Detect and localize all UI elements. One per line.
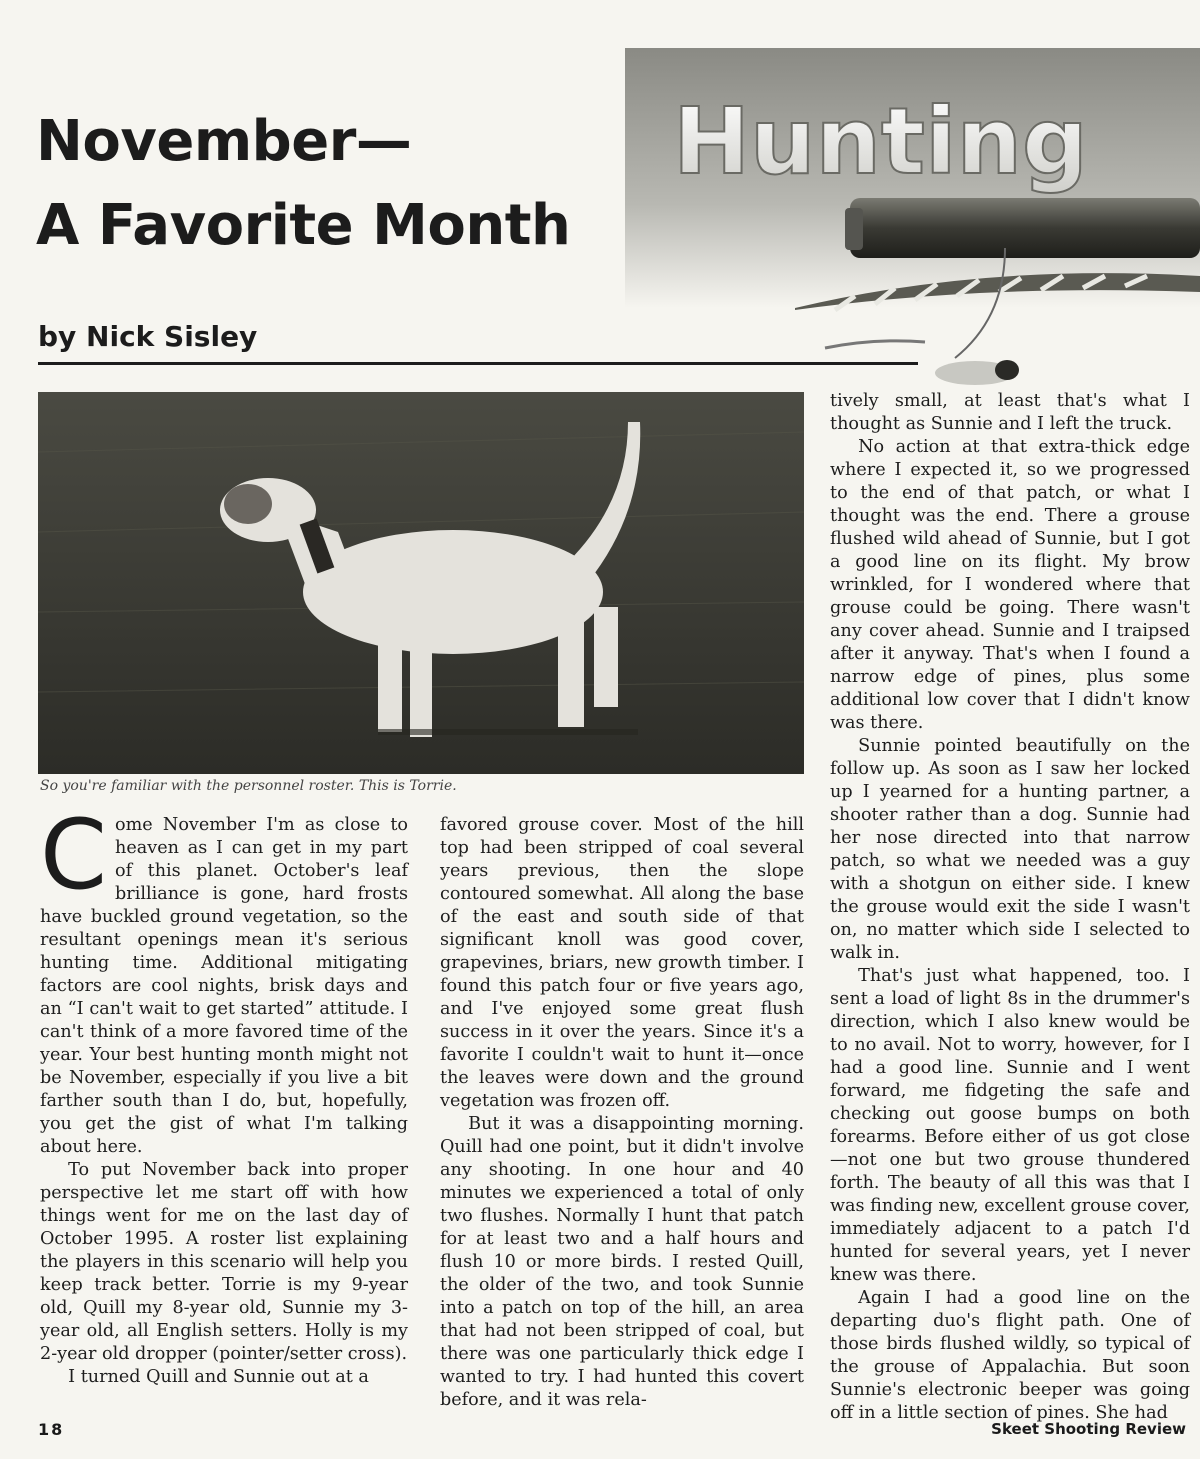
paragraph: No action at that extra-thick edge where I expected it, so we progressed to the end of that patch, or what I thought was the end. There a grouse flushed wild ahead of Sunnie, but I got a good line on its flight. My brow wrinkled, for I wondered where that grouse could be going. There wasn't any cover ahead. Sunnie and I traipsed after it anyway. That's when I found a narrow edge of pines, plus some additional low cover that I didn't know was there. <box>830 437 1190 733</box>
hunting-banner <box>625 48 1200 388</box>
duck-call-icon <box>850 198 1200 258</box>
paragraph-continued: tively small, at least that's what I thought as Sunnie and I left the truck. <box>830 391 1190 434</box>
paragraph-text: ome November I'm as close to heaven as I can get in my part of this planet. October's leaf brilliance is gone, hard frosts have buckled ground vegetation, so the resultant openings mean it's serious hunting time. Additional mitigating factors are cool nights, brisk days and an “I can't wait to get started” attitude. I can't think of a more favored time of the year. Your best hunting month might not be November, especially if you live a bit farther south than I do, but, hopefully, you get the gist of what I'm talking about here. <box>40 815 408 1157</box>
column-1 <box>40 799 408 1389</box>
section-title: Hunting <box>673 88 1088 195</box>
byline: by Nick Sisley <box>38 320 258 353</box>
title-line-2: A Favorite Month <box>36 193 571 258</box>
column-2 <box>440 814 804 1412</box>
title-line-1: November— <box>36 109 412 174</box>
paragraph: That's just what happened, too. I sent a load of light 8s in the drummer's direction, which I also knew would be to no avail. Not to worry, however, for I had a good line. Sunnie and I went forward, me fidgeting the safe and checking out goose bumps on both forearms. Before either of us got close—not one but two grouse thundered forth. The beauty of all this was that I was finding new, excellent grouse cover, immediately adjacent to a patch I'd hunted for several years, yet I never knew was there. <box>830 966 1190 1285</box>
paragraph: To put November back into proper perspective let me start off with how things went for me on the last day of October 1995. A roster list explaining the players in this scenario will help you keep track better. Torrie is my 9-year old, Quill my 8-year old, Sunnie my 3-year old, all English setters. Holly is my 2-year old dropper (pointer/setter cross). <box>40 1160 408 1364</box>
paragraph: I turned Quill and Sunnie out at a <box>68 1367 369 1387</box>
article-title <box>36 100 570 268</box>
paragraph: But it was a disappointing morning. Quill had one point, but it didn't involve any shooting. In one hour and 40 minutes we experienced a total of only two flushes. Normally I hunt that patch for at least two and a half hours and flush 10 or more birds. I rested Quill, the older of the two, and took Sunnie into a patch on top of the hill, an area that had not been stripped of coal, but there was one particularly thick edge I wanted to try. I had hunted this covert before, and it was rela- <box>440 1114 804 1410</box>
dog-photo <box>38 392 804 774</box>
paragraph: Sunnie pointed beautifully on the follow up. As soon as I saw her locked up I yearned for a hunting partner, a shooter rather than a dog. Sunnie had her nose directed into that narrow patch, so what we needed was a guy with a shotgun on either side. I knew the grouse would exit the side I wasn't on, no matter which side I selected to walk in. <box>830 736 1190 963</box>
drop-cap: C <box>40 799 108 911</box>
page-number: 18 <box>38 1420 65 1439</box>
paragraph-continued: favored grouse cover. Most of the hill top had been stripped of coal several years previous, then the slope contoured somewhat. All along the base of the east and south side of that significant knoll was good cover, grapevines, briars, new growth timber. I found this patch four or five years ago, and I've enjoyed some great flush success in it over the years. Since it's a favorite I couldn't wait to hunt it—once the leaves were down and the ground vegetation was frozen off. <box>440 815 804 1111</box>
column-3 <box>830 390 1190 1425</box>
photo-caption: So you're familiar with the personnel roster. This is Torrie. <box>40 778 457 794</box>
paragraph: Again I had a good line on the departing duo's flight path. One of those birds flushed wildly, so typical of the grouse of Appalachia. But soon Sunnie's electronic beeper was going off in a little section of pines. She had <box>830 1288 1190 1423</box>
magazine-name: Skeet Shooting Review <box>991 1420 1186 1438</box>
paragraph <box>40 799 408 1159</box>
